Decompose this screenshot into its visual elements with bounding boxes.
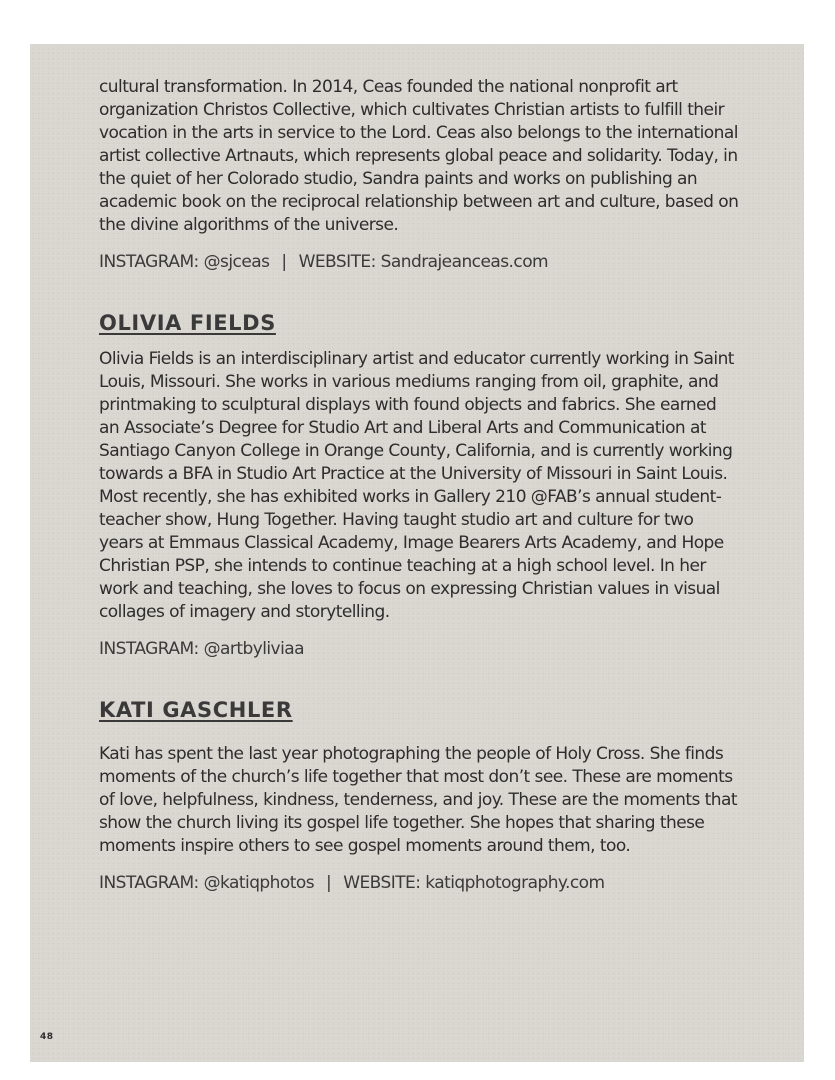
intro-social-line: [99, 251, 739, 274]
olivia-instagram: INSTAGRAM: @artbyliviaa: [99, 639, 304, 659]
kati-heading: KATI GASCHLER: [99, 698, 293, 722]
magazine-page: [30, 44, 804, 1062]
olivia-heading: OLIVIA FIELDS: [99, 311, 276, 335]
kati-website: WEBSITE: katiqphotography.com: [343, 873, 605, 893]
kati-bio: Kati has spent the last year photographing the people of Holy Cross. She finds moments of the church’s life together that most don’t see. These are moments of love, helpfulness, kindness, tenderness, and joy. These are the moments that show the church living its gospel life together. She hopes that sharing these moments inspire others to see gospel moments around them, too.: [99, 744, 737, 856]
kati-social-line: [99, 872, 739, 895]
kati-instagram: INSTAGRAM: @katiqphotos: [99, 873, 315, 893]
page-content: [99, 76, 739, 895]
olivia-social-line: [99, 638, 739, 661]
intro-website: WEBSITE: Sandrajeanceas.com: [298, 252, 549, 272]
intro-instagram: INSTAGRAM: @sjceas: [99, 252, 270, 272]
intro-paragraph: cultural transformation. In 2014, Ceas founded the national nonprofit art organization Christos Collective, which cultivates Christian artists to fulfill their vocation in the arts in service to the Lord. Ceas also belongs to the international artist collective Artnauts, which represents global peace and solidarity. Today, in the quiet of her Colorado studio, Sandra paints and works on publishing an academic book on the reciprocal relationship between art and culture, based on the divine algorithms of the universe.: [99, 77, 739, 235]
intro-separator: |: [281, 252, 287, 272]
page-number: 48: [40, 1032, 54, 1042]
kati-separator: |: [326, 873, 332, 893]
olivia-bio: Olivia Fields is an interdisciplinary artist and educator currently working in Saint Louis, Missouri. She works in various mediums ranging from oil, graphite, and printmaking to sculptural displays with found objects and fabrics. She earned an Associate’s Degree for Studio Art and Liberal Arts and Communication at Santiago Canyon College in Orange County, California, and is currently working towards a BFA in Studio Art Practice at the University of Missouri in Saint Louis. Most recently, she has exhibited works in Gallery 210 @FAB’s annual student-teacher show, Hung Together. Having taught studio art and culture for two years at Emmaus Classical Academy, Image Bearers Arts Academy, and Hope Christian PSP, she intends to continue teaching at a high school level. In her work and teaching, she loves to focus on expressing Christian values in visual collages of imagery and storytelling.: [99, 349, 734, 622]
